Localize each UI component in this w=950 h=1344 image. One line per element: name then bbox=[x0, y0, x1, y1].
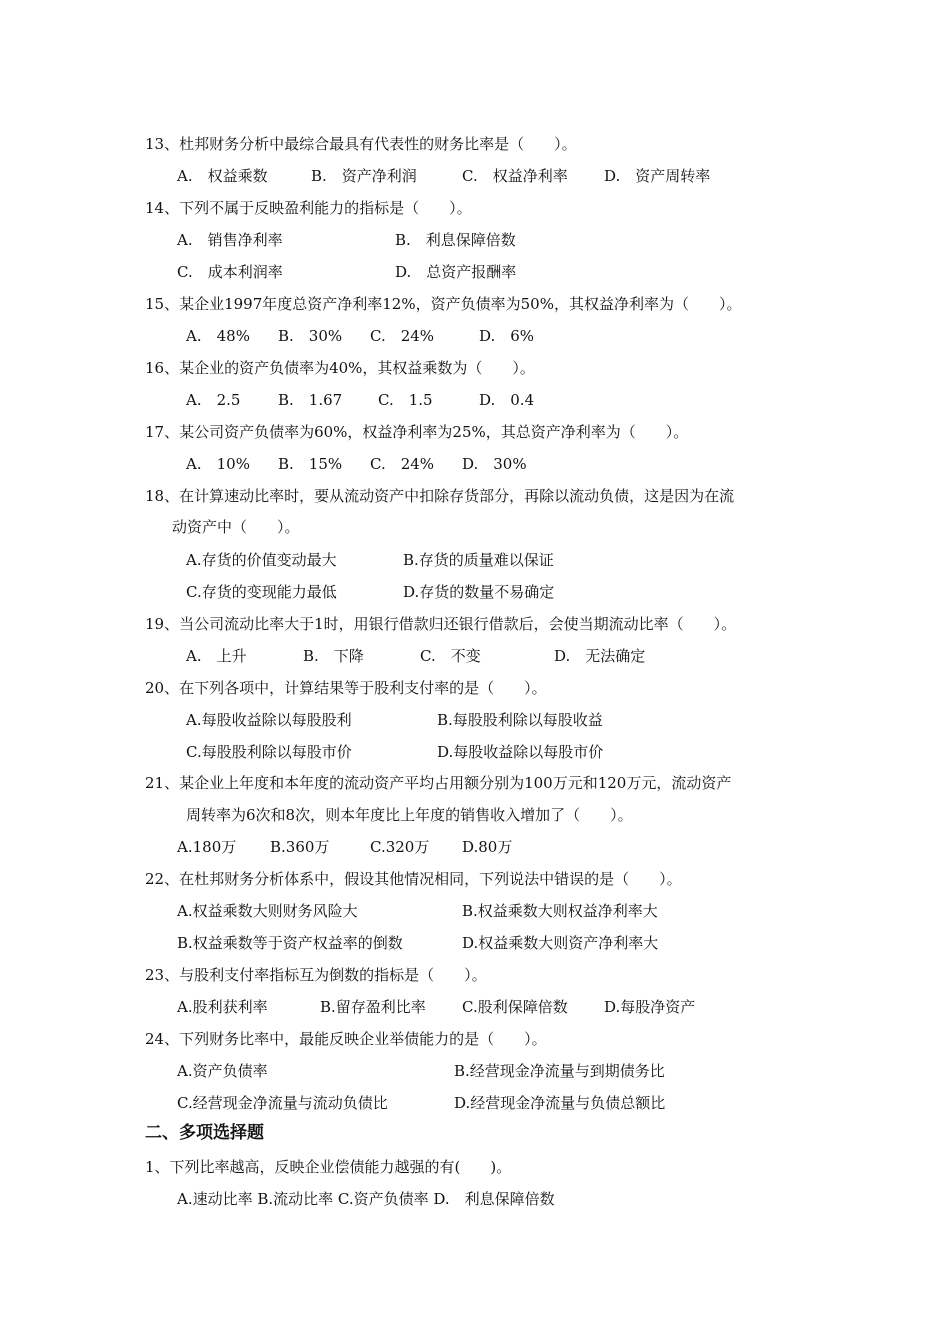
question-20-option-b: B.每股股利除以每股收益 bbox=[437, 711, 603, 729]
question-24-option-b: B.经营现金净流量与到期债务比 bbox=[454, 1062, 665, 1080]
question-20-option-a: A.每股收益除以每股股利 bbox=[186, 711, 352, 729]
question-13-option-a: A. 权益乘数 bbox=[177, 167, 268, 185]
question-22-option-d: D.权益乘数大则资产净利率大 bbox=[462, 934, 659, 952]
question-14-option-b: B. 利息保障倍数 bbox=[395, 231, 516, 249]
question-21-option-a: A.180万 bbox=[177, 838, 237, 856]
question-13-option-d: D. 资产周转率 bbox=[604, 167, 711, 185]
multi-question-1-options: A.速动比率 B.流动比率 C.资产负债率 D. 利息保障倍数 bbox=[177, 1190, 555, 1208]
question-19-option-a: A. 上升 bbox=[186, 647, 247, 665]
question-23-option-c: C.股利保障倍数 bbox=[462, 998, 568, 1016]
question-16-option-c: C. 1.5 bbox=[378, 391, 433, 409]
question-13-stem: 13、杜邦财务分析中最综合最具有代表性的财务比率是（ ）。 bbox=[145, 135, 577, 153]
question-22-option-a: A.权益乘数大则财务风险大 bbox=[177, 902, 358, 920]
question-23-option-b: B.留存盈利比率 bbox=[320, 998, 426, 1016]
question-15-option-d: D. 6% bbox=[479, 327, 535, 345]
question-21-option-d: D.80万 bbox=[462, 838, 513, 856]
question-22-option-c: B.权益乘数等于资产权益率的倒数 bbox=[177, 934, 403, 952]
question-18-stem-continued: 动资产中（ ）。 bbox=[172, 518, 300, 536]
question-20-option-d: D.每股收益除以每股市价 bbox=[437, 743, 604, 761]
question-16-option-b: B. 1.67 bbox=[278, 391, 343, 409]
question-17-option-a: A. 10% bbox=[186, 455, 250, 473]
question-24-stem: 24、下列财务比率中，最能反映企业举债能力的是（ ）。 bbox=[145, 1030, 547, 1048]
question-20-stem: 20、在下列各项中，计算结果等于股利支付率的是（ ）。 bbox=[145, 679, 547, 697]
question-19-option-b: B. 下降 bbox=[303, 647, 364, 665]
question-17-option-b: B. 15% bbox=[278, 455, 343, 473]
section-heading: 二、多项选择题 bbox=[145, 1123, 264, 1143]
question-16-option-a: A. 2.5 bbox=[186, 391, 241, 409]
question-23-option-d: D.每股净资产 bbox=[604, 998, 696, 1016]
question-21-option-c: C.320万 bbox=[370, 838, 430, 856]
question-16-option-d: D. 0.4 bbox=[479, 391, 535, 409]
question-14-option-d: D. 总资产报酬率 bbox=[395, 263, 517, 281]
question-18-stem: 18、在计算速动比率时，要从流动资产中扣除存货部分，再除以流动负债，这是因为在流 bbox=[145, 487, 735, 505]
question-18-option-c: C.存货的变现能力最低 bbox=[186, 583, 337, 601]
question-15-option-c: C. 24% bbox=[370, 327, 435, 345]
question-21-stem: 21、某企业上年度和本年度的流动资产平均占用额分别为100万元和120万元，流动资产 bbox=[145, 774, 732, 792]
question-17-stem: 17、某公司资产负债率为60%，权益净利率为25%，其总资产净利率为（ ）。 bbox=[145, 423, 689, 441]
question-20-option-c: C.每股股利除以每股市价 bbox=[186, 743, 352, 761]
question-14-option-c: C. 成本利润率 bbox=[177, 263, 283, 281]
question-18-option-a: A.存货的价值变动最大 bbox=[186, 551, 337, 569]
question-17-option-c: C. 24% bbox=[370, 455, 435, 473]
question-13-option-c: C. 权益净利率 bbox=[462, 167, 568, 185]
question-23-stem: 23、与股利支付率指标互为倒数的指标是（ ）。 bbox=[145, 966, 487, 984]
question-17-option-d: D. 30% bbox=[462, 455, 527, 473]
question-21-stem-continued: 周转率为6次和8次，则本年度比上年度的销售收入增加了（ ）。 bbox=[186, 806, 633, 824]
question-23-option-a: A.股利获利率 bbox=[177, 998, 268, 1016]
multi-question-1-stem: 1、下列比率越高，反映企业偿债能力越强的有( )。 bbox=[145, 1158, 512, 1176]
question-14-option-a: A. 销售净利率 bbox=[177, 231, 283, 249]
question-24-option-a: A.资产负债率 bbox=[177, 1062, 268, 1080]
question-24-option-c: C.经营现金净流量与流动负债比 bbox=[177, 1094, 388, 1112]
question-19-option-c: C. 不变 bbox=[420, 647, 481, 665]
question-24-option-d: D.经营现金净流量与负债总额比 bbox=[454, 1094, 666, 1112]
question-16-stem: 16、某企业的资产负债率为40%，其权益乘数为（ ）。 bbox=[145, 359, 535, 377]
question-21-option-b: B.360万 bbox=[270, 838, 330, 856]
question-14-stem: 14、下列不属于反映盈利能力的指标是（ ）。 bbox=[145, 199, 472, 217]
question-19-option-d: D. 无法确定 bbox=[554, 647, 646, 665]
question-15-option-a: A. 48% bbox=[186, 327, 250, 345]
question-15-stem: 15、某企业1997年度总资产净利率12%，资产负债率为50%，其权益净利率为（ ）。 bbox=[145, 295, 742, 313]
question-18-option-d: D.存货的数量不易确定 bbox=[403, 583, 555, 601]
question-19-stem: 19、当公司流动比率大于1时，用银行借款归还银行借款后，会使当期流动比率（ ）。 bbox=[145, 615, 737, 633]
question-22-option-b: B.权益乘数大则权益净利率大 bbox=[462, 902, 658, 920]
question-18-option-b: B.存货的质量难以保证 bbox=[403, 551, 554, 569]
question-13-option-b: B. 资产净利润 bbox=[311, 167, 417, 185]
question-15-option-b: B. 30% bbox=[278, 327, 343, 345]
question-22-stem: 22、在杜邦财务分析体系中，假设其他情况相同，下列说法中错误的是（ ）。 bbox=[145, 870, 682, 888]
